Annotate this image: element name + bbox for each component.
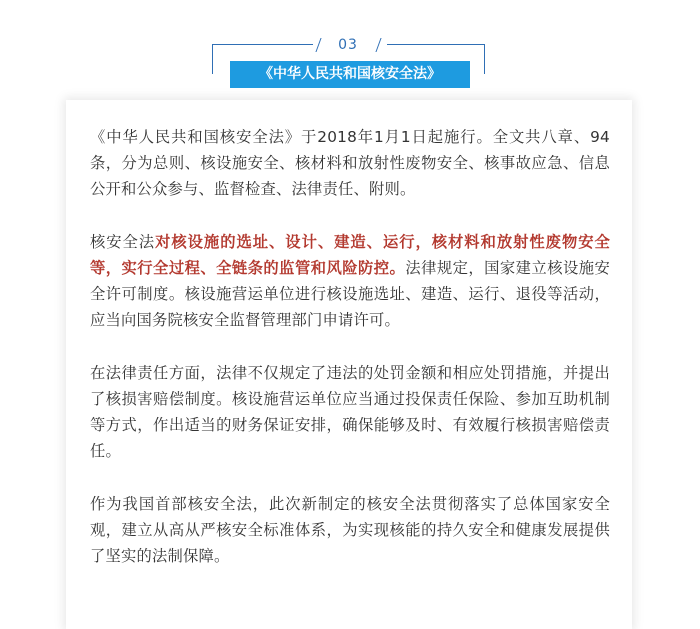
paragraph-liability: 在法律责任方面，法律不仅规定了违法的处罚金额和相应处罚措施，并提出了核损害赔偿制度。核设施营运单位应当通过投保责任保险、参加互助机制等方式，作出适当的财务保证安排，确保能够及时、有效履行核损害赔偿责任。 <box>90 364 610 460</box>
section-header <box>0 0 700 95</box>
paragraph-supervision-prefix: 核安全法 <box>90 233 156 251</box>
content-body <box>90 124 610 596</box>
content-card <box>66 100 632 629</box>
paragraph-supervision-highlight: 对核设施的选址、设计、建造、运行，核材料和放射性废物安全等，实行全过程、全链条的监管和风险防控。 <box>90 233 610 277</box>
section-number: 03 <box>338 37 358 53</box>
paragraph-significance: 作为我国首部核安全法，此次新制定的核安全法贯彻落实了总体国家安全观，建立从高从严核安全标准体系，为实现核能的持久安全和健康发展提供了坚实的法制保障。 <box>90 495 610 565</box>
paragraph-intro: 《中华人民共和国核安全法》于2018年1月1日起施行。全文共八章、94条，分为总则、核设施安全、核材料和放射性废物安全、核事故应急、信息公开和公众参与、监督检查、法律责任、附则。 <box>90 128 610 198</box>
paragraph-supervision-rest: 法律规定，国家建立核设施安全许可制度。核设施营运单位进行核设施选址、建造、运行、退役等活动，应当向国务院核安全监督管理部门申请许可。 <box>90 259 610 329</box>
paragraph-supervision <box>90 229 610 333</box>
section-title: 《中华人民共和国核安全法》 <box>230 61 470 88</box>
